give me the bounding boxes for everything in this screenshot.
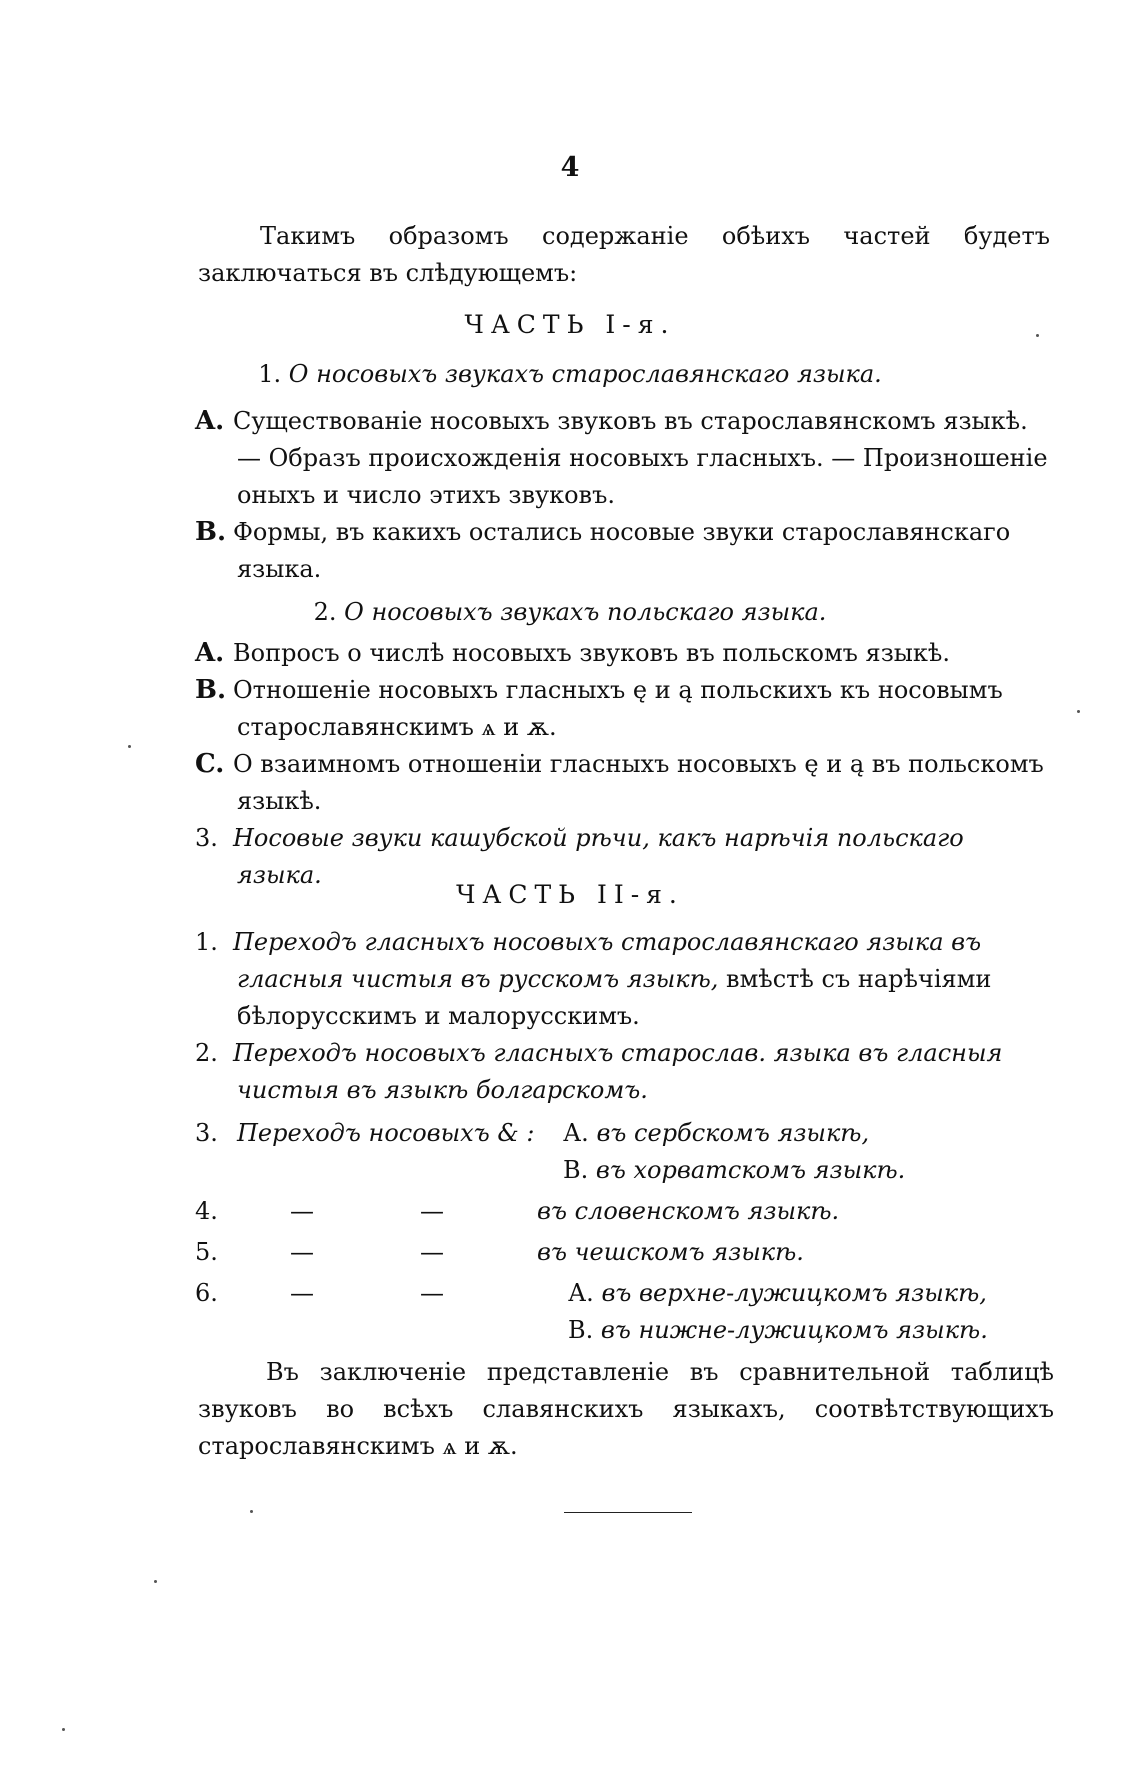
section-number: 2. [313,598,337,626]
scan-speck [62,1728,65,1731]
section-number: 3. [195,824,218,852]
item-label: Переходъ носовыхъ & : [237,1119,535,1147]
section-title: О носовыхъ звукахъ польскаго языка. [344,598,827,626]
part1-section2-item-a [195,635,1051,672]
item-mark: A. [195,638,225,668]
item-number: 5. [195,1238,218,1266]
item-text: Отношеніе носовыхъ гласныхъ ę и ą польскихъ къ носовымъ старославянскимъ ѧ и ѫ. [233,676,1003,741]
ditto-dash: — [290,1197,314,1225]
part1-section2-title [0,598,1140,626]
sub-item-mark: А. [568,1279,594,1307]
part2-item-1 [195,924,1051,1035]
sub-item-b [563,1152,905,1189]
scan-speck [250,1510,253,1513]
item-text: Вопросъ о числѣ носовыхъ звуковъ въ польскомъ языкѣ. [233,639,950,667]
sub-item-text: въ хорватскомъ языкѣ. [595,1156,906,1184]
page-number: 4 [560,152,580,183]
item-text: въ чешскомъ языкѣ. [537,1238,804,1266]
section-title: О носовыхъ звукахъ старославянскаго языка. [288,360,882,388]
sub-item-mark: А. [563,1119,589,1147]
section-number: 1. [258,360,282,388]
item-mark: B. [195,675,227,705]
scan-speck [1077,710,1080,713]
item-number: 1. [195,928,218,956]
item-number: 3. [195,1119,218,1147]
end-rule [564,1512,692,1513]
part1-section2-item-c [195,746,1051,820]
item-number: 6. [195,1279,218,1307]
item-mark: B. [195,517,227,547]
part1-section1-item-b [195,514,1051,588]
item-plain-text: вмѣстѣ съ нарѣчіями бѣлорусскимъ и малорусскимъ. [237,965,992,1030]
part1-section1-title [0,360,1140,388]
scan-speck [154,1580,157,1583]
sub-item-mark: В. [563,1156,589,1184]
ditto-dash: — [420,1279,444,1307]
item-text: Формы, въ какихъ остались носовые звуки старославянскаго языка. [233,518,1011,583]
item-number: 4. [195,1197,218,1225]
item-italic-text: Переходъ гласныхъ носовыхъ старославянскаго языка въ гласныя чистыя въ русскомъ языкѣ, [233,928,982,993]
closing-paragraph: Въ заключеніе представленіе въ сравнительной таблицѣ звуковъ во всѣхъ славянскихъ языкахъ, соотвѣтствующихъ старославянскимъ ѧ и ѫ. [198,1358,1054,1460]
ditto-dash: — [290,1238,314,1266]
sub-item-a [568,1275,987,1312]
part1-section2-item-b [195,672,1051,746]
item-text: Существованіе носовыхъ звуковъ въ старославянскомъ языкѣ. — Образъ происхожденія носовыхъ гласныхъ. — Произношеніе оныхъ и число этихъ звуковъ. [233,407,1048,509]
ditto-dash: — [420,1238,444,1266]
ditto-dash: — [420,1197,444,1225]
part2-item-2 [195,1035,1051,1109]
item-mark: A. [195,406,225,436]
item-text: О взаимномъ отношеніи гласныхъ носовыхъ ę и ą въ польскомъ языкѣ. [233,750,1044,815]
item-text: въ словенскомъ языкѣ. [537,1197,840,1225]
item-mark: C. [195,749,225,779]
part1-section1-item-a [195,403,1051,514]
part2-heading: ЧАСТЬ II-я. [456,880,684,909]
section-title: Носовые звуки кашубской рѣчи, какъ нарѣчія польскаго языка. [233,824,964,889]
ditto-dash: — [290,1279,314,1307]
sub-item-b [568,1312,988,1349]
scan-speck [128,745,131,748]
sub-item-text: въ сербскомъ языкѣ, [596,1119,870,1147]
item-italic-text: Переходъ носовыхъ гласныхъ старослав. языка въ гласныя чистыя въ языкѣ болгарскомъ. [233,1039,1003,1104]
sub-item-a [563,1115,869,1152]
sub-item-mark: В. [568,1316,594,1344]
sub-item-text: въ нижне-лужицкомъ языкѣ. [600,1316,988,1344]
scan-speck [1036,334,1039,337]
sub-item-text: въ верхне-лужицкомъ языкѣ, [601,1279,987,1307]
part1-heading: ЧАСТЬ I-я. [464,310,676,339]
intro-paragraph: Такимъ образомъ содержаніе обѣихъ частей будетъ заключаться въ слѣдующемъ: [198,222,1050,287]
item-number: 2. [195,1039,218,1067]
